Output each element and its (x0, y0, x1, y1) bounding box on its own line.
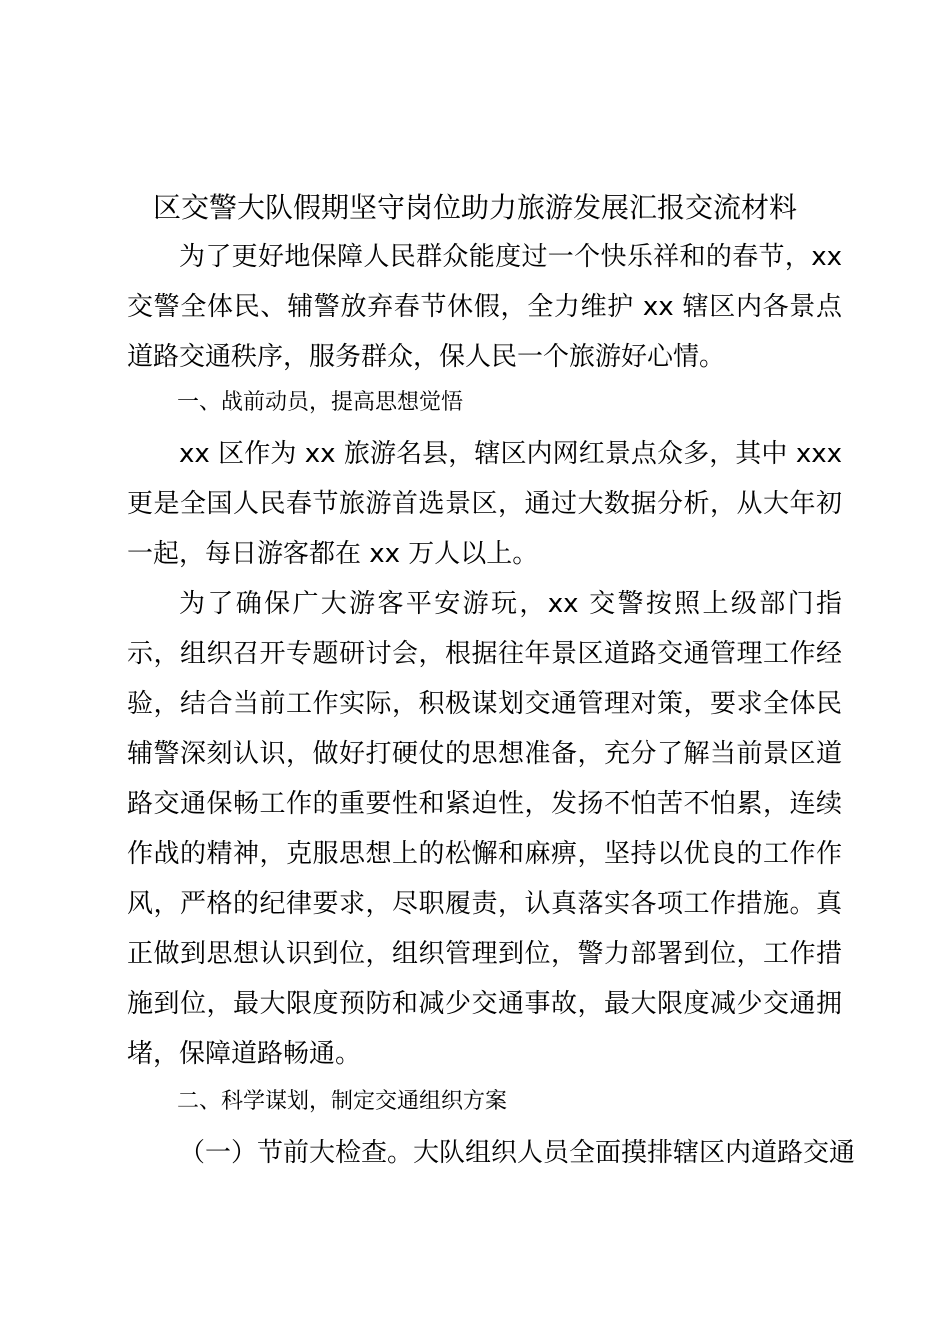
document-title: 区交警大队假期坚守岗位助力旅游发展汇报交流材料 (152, 191, 797, 224)
section-heading-1: 一、战前动员，提高思想觉悟 (177, 390, 464, 415)
intro-paragraph: 为了更好地保障人民群众能度过一个快乐祥和的春节，xx交警全体民、辅警放弃春节休假，全力维护 xx 辖区内各景点道路交通秩序，服务群众，保人民一个旅游好心情。 (127, 242, 842, 372)
section1-paragraph-2: 为了确保广大游客平安游玩，xx 交警按照上级部门指示，组织召开专题研讨会，根据往年景区道路交通管理工作经验，结合当前工作实际，积极谋划交通管理对策，要求全体民辅警深刻认识，做好打硬仗的思想准备，充分了解当前景区道路交通保畅工作的重要性和紧迫性，发扬不怕苦不怕累，连续作战的精神，克服思想上的松懈和麻痹，坚持以优良的工作作风，严格的纪律要求，尽职履责，认真落实各项工作措施。真正做到思想认识到位，组织管理到位，警力部署到位，工作措施到位，最大限度预防和减少交通事故，最大限度减少交通拥堵，保障道路畅通。 (127, 589, 842, 1069)
section1-paragraph-1: xx 区作为 xx 旅游名县，辖区内网红景点众多，其中 xxx 更是全国人民春节旅游首选景区，通过大数据分析，从大年初一起，每日游客都在 xx 万人以上。 (127, 439, 842, 569)
section2-paragraph-1: （一）节前大检查。大队组织人员全面摸排辖区内道路交通 (179, 1138, 856, 1168)
section-heading-2: 二、科学谋划，制定交通组织方案 (177, 1089, 508, 1114)
